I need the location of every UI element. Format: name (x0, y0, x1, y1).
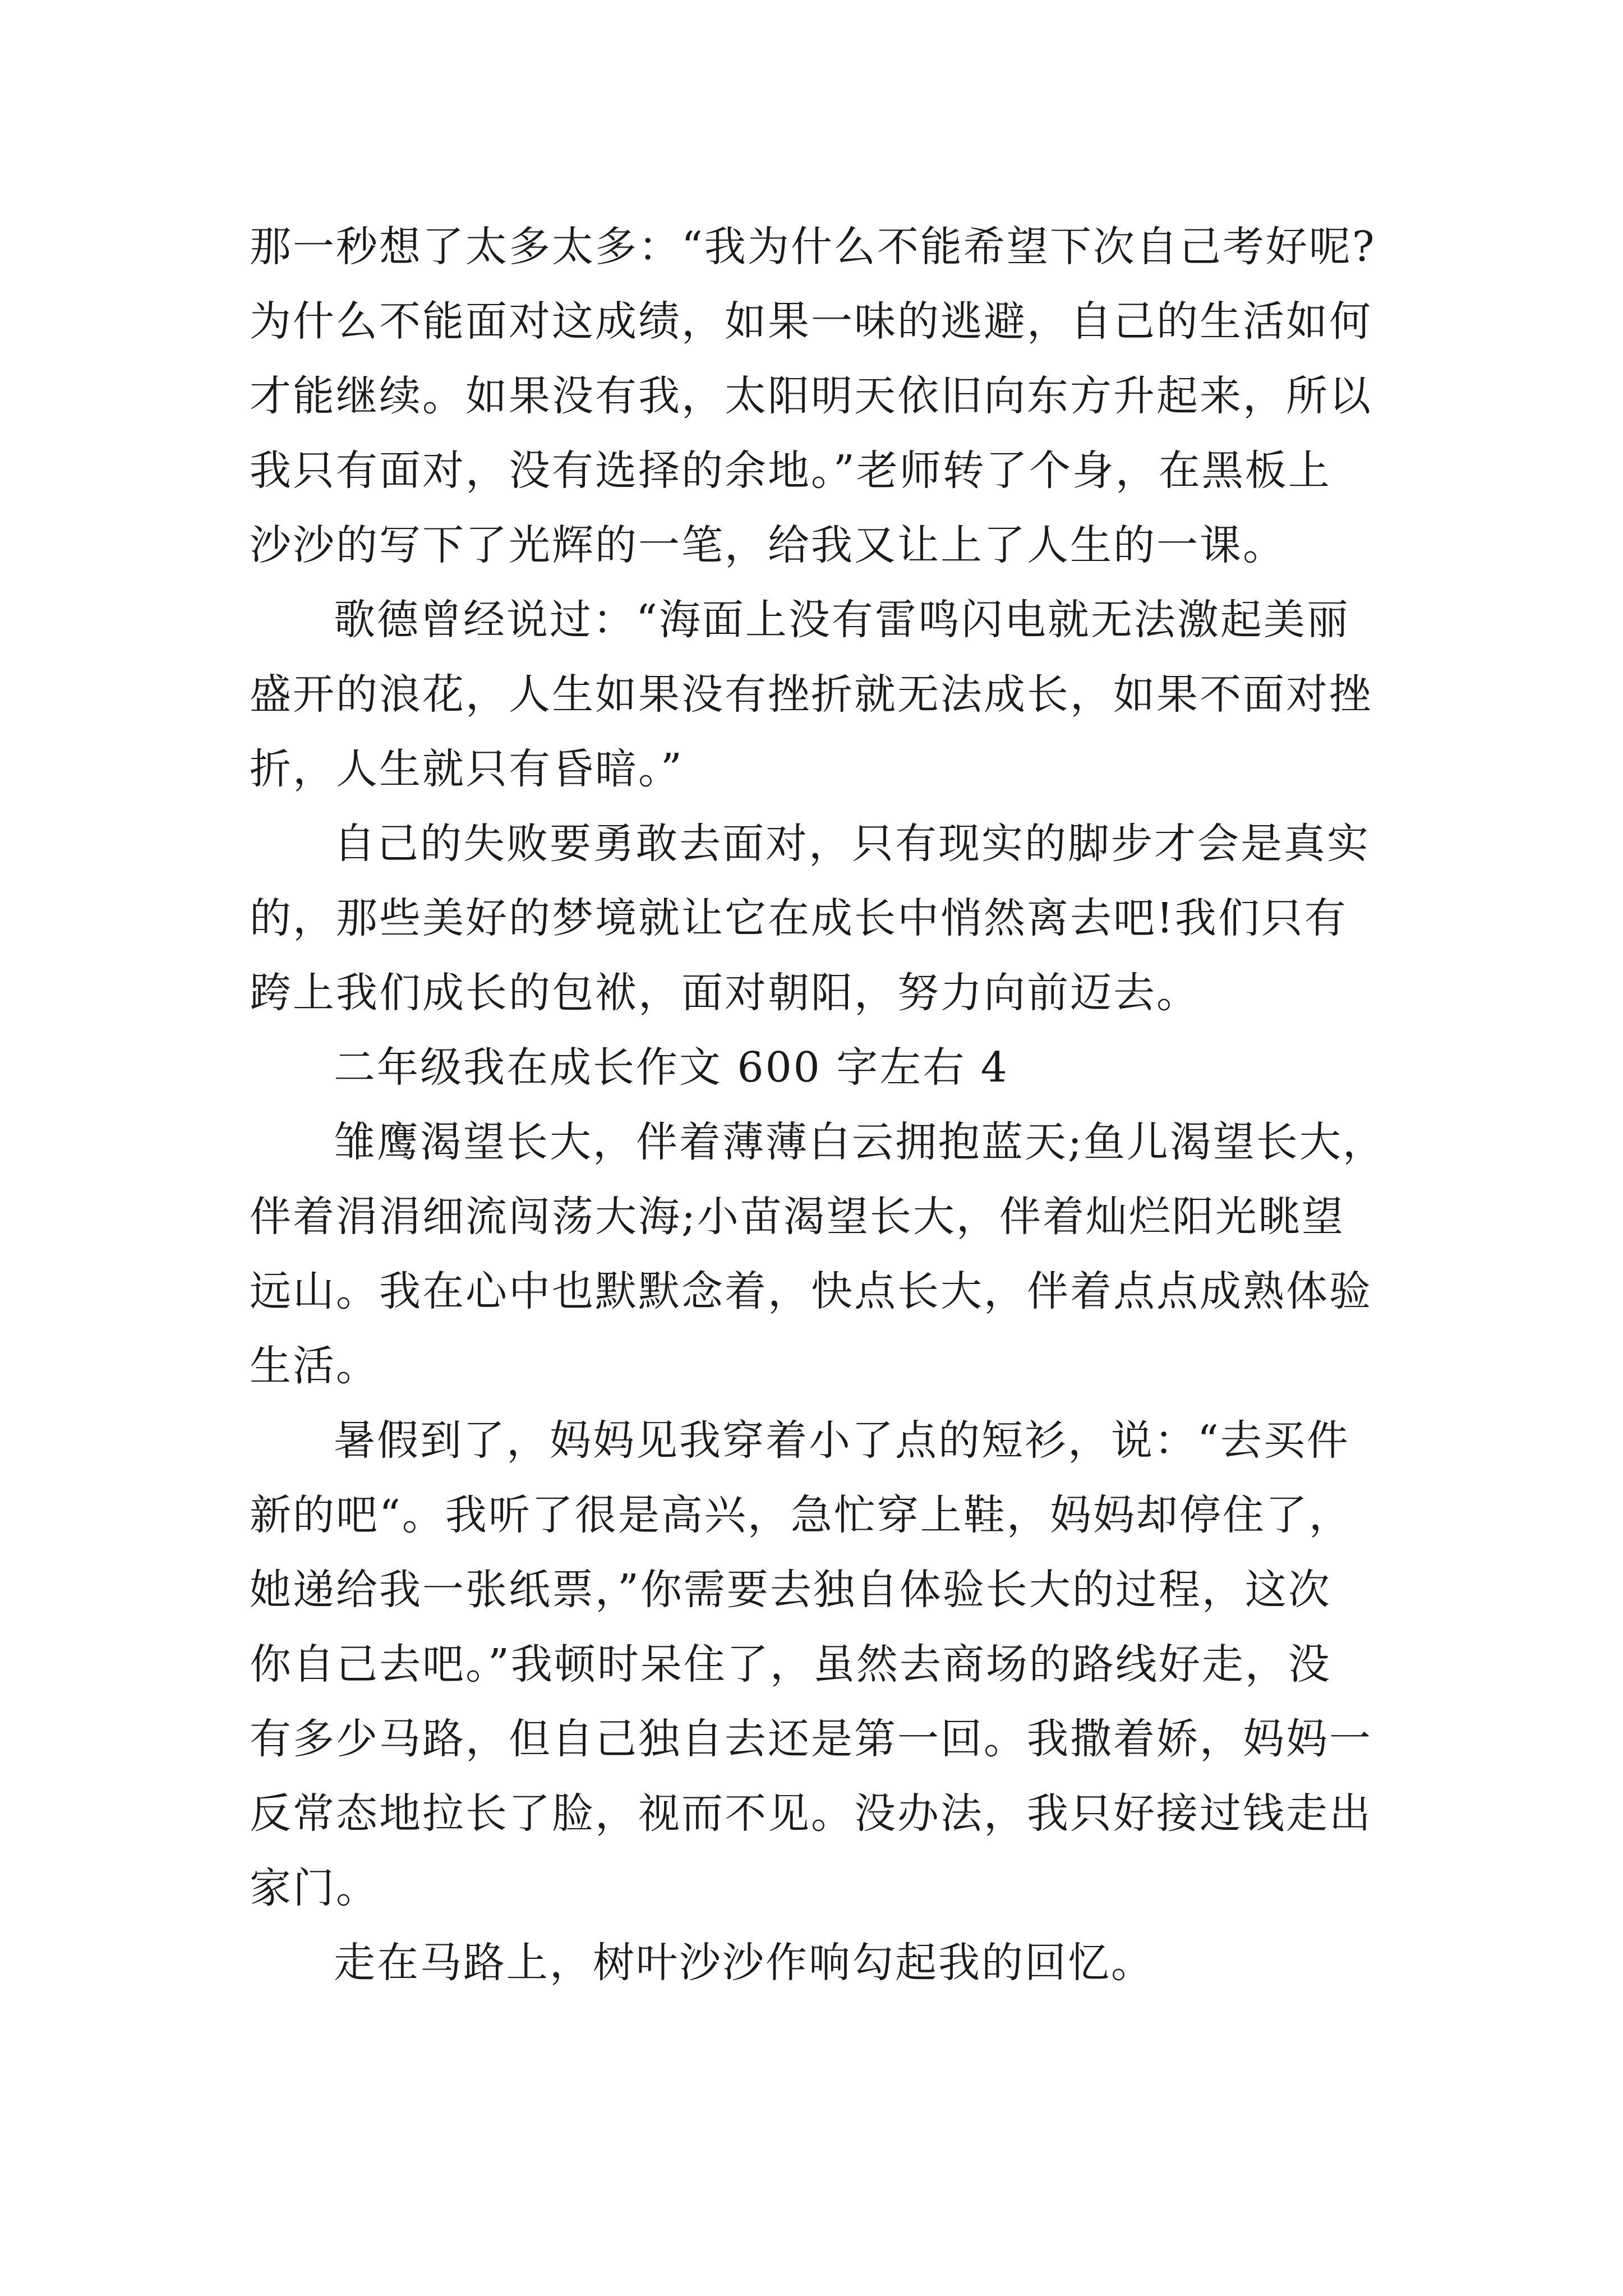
text-line: 有多少马路，但自己独自去还是第一回。我撒着娇，妈妈一 (250, 1715, 1372, 1763)
paragraph-first-line: 走在马路上，树叶沙沙作响勾起我的回忆。 (334, 1939, 1154, 1987)
text-line: 反常态地拉长了脸，视而不见。没办法，我只好接过钱走出 (250, 1789, 1372, 1838)
text-line: 她递给我一张纸票，”你需要去独自体验长大的过程，这次 (250, 1566, 1331, 1614)
paragraph-first-line: 自己的失败要勇敢去面对，只有现实的脚步才会是真实 (334, 820, 1370, 868)
text-line: 才能继续。如果没有我，太阳明天依旧向东方升起来，所以 (250, 372, 1372, 420)
section-heading: 二年级我在成长作文 600 字左右 4 (334, 1043, 1009, 1092)
text-line: 生活。 (250, 1342, 379, 1390)
text-line: 家门。 (250, 1864, 379, 1912)
text-line: 盛开的浪花，人生如果没有挫折就无法成长，如果不面对挫 (250, 670, 1372, 719)
paragraph-first-line: 雏鹰渴望长大，伴着薄薄白云拥抱蓝天;鱼儿渴望长大， (334, 1118, 1386, 1166)
text-line: 你自己去吧。”我顿时呆住了，虽然去商场的路线好走，没 (250, 1640, 1331, 1688)
text-line: 我只有面对，没有选择的余地。”老师转了个身，在黑板上 (250, 447, 1331, 495)
text-line: 的，那些美好的梦境就让它在成长中悄然离去吧!我们只有 (250, 894, 1348, 942)
text-line: 那一秒想了太多太多：“我为什么不能希望下次自己考好呢? (250, 223, 1376, 271)
text-line: 折，人生就只有昏暗。” (250, 745, 684, 793)
text-line: 新的吧“。我听了很是高兴，急忙穿上鞋，妈妈却停住了， (250, 1491, 1352, 1539)
text-line: 远山。我在心中也默默念着，快点长大，伴着点点成熟体验 (250, 1267, 1372, 1315)
paragraph-first-line: 歌德曾经说过：“海面上没有雷鸣闪电就无法激起美丽 (334, 596, 1350, 644)
paragraph-first-line: 暑假到了，妈妈见我穿着小了点的短衫，说：“去买件 (334, 1416, 1350, 1465)
text-line: 为什么不能面对这成绩，如果一味的逃避，自己的生活如何 (250, 297, 1372, 346)
text-line: 跨上我们成长的包袱，面对朝阳，努力向前迈去。 (250, 969, 1200, 1017)
text-line: 伴着涓涓细流闯荡大海;小苗渴望长大，伴着灿烂阳光眺望 (250, 1193, 1345, 1241)
text-line: 沙沙的写下了光辉的一笔，给我又让上了人生的一课。 (250, 521, 1286, 569)
